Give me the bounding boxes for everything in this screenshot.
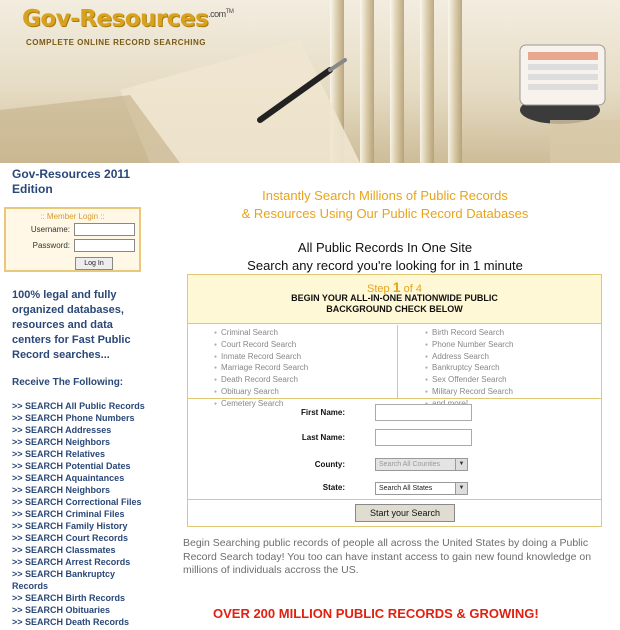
search-link[interactable]: >> SEARCH Correctional Files xyxy=(12,497,142,507)
logo-tm: TM xyxy=(225,9,234,16)
list-item: ● Address Search xyxy=(425,352,513,364)
check-line-2: BACKGROUND CHECK BELOW xyxy=(326,304,463,314)
chevron-down-icon: ▼ xyxy=(455,459,467,470)
start-search-button[interactable]: Start your Search xyxy=(355,504,455,522)
search-link[interactable]: >> SEARCH Birth Records xyxy=(12,593,126,603)
list-item: ● Military Record Search xyxy=(425,387,513,399)
county-select-value: Search All Counties xyxy=(379,461,441,468)
search-link[interactable]: >> SEARCH Court Records xyxy=(12,533,129,543)
password-input[interactable] xyxy=(74,239,135,252)
list-item: ● Phone Number Search xyxy=(425,340,513,352)
password-label: Password: xyxy=(32,241,70,250)
county-label: County: xyxy=(314,460,345,469)
list-item: ● Death Record Search xyxy=(214,375,308,387)
search-link[interactable]: >> SEARCH Obituaries xyxy=(12,605,111,615)
search-link[interactable]: >> SEARCH Criminal Files xyxy=(12,509,125,519)
county-select[interactable] xyxy=(375,458,468,471)
column-divider xyxy=(397,325,398,398)
intro-paragraph: Begin Searching public records of people all across the United States by doing a Public Record Search today! You too can have instant access to gain new found knowledge on millions of individuals accross the US. xyxy=(183,537,592,576)
list-item: ● Bankruptcy Search xyxy=(425,363,513,375)
search-link[interactable]: Records xyxy=(12,581,49,591)
search-link[interactable]: >> SEARCH Neighbors xyxy=(12,437,111,447)
step-number: 1 xyxy=(392,279,401,295)
first-name-input[interactable] xyxy=(375,404,472,421)
state-label: State: xyxy=(322,483,345,492)
edition-title: Gov-Resources 2011 Edition xyxy=(12,167,131,196)
site-tagline: COMPLETE ONLINE RECORD SEARCHING xyxy=(26,38,207,47)
subheading-1: All Public Records In One Site xyxy=(297,240,473,255)
list-item: ● Birth Record Search xyxy=(425,328,513,340)
step-suffix: of 4 xyxy=(403,283,422,295)
list-item: ● Court Record Search xyxy=(214,340,308,352)
chevron-down-icon: ▼ xyxy=(455,483,467,494)
receive-heading: Receive The Following: xyxy=(12,377,124,388)
first-name-label: First Name: xyxy=(300,408,345,417)
search-link[interactable]: >> SEARCH Relatives xyxy=(12,449,106,459)
state-select[interactable] xyxy=(375,482,468,495)
search-link[interactable]: >> SEARCH Arrest Records xyxy=(12,557,131,567)
search-links-list xyxy=(12,400,150,628)
headline-1: Instantly Search Millions of Public Records xyxy=(262,188,508,203)
list-item: ● Inmate Record Search xyxy=(214,352,308,364)
submit-divider xyxy=(188,499,601,500)
subheading-2: Search any record you're looking for in 1 minute xyxy=(247,258,523,273)
list-item: ● Obituary Search xyxy=(214,387,308,399)
list-item: ● Cemetery Search xyxy=(214,399,308,411)
search-link[interactable]: >> SEARCH All Public Records xyxy=(12,401,145,411)
search-form xyxy=(187,274,602,527)
step-prefix: Step xyxy=(367,283,390,295)
login-button[interactable]: Log In xyxy=(75,257,113,270)
logo-domain: .com xyxy=(208,9,226,20)
site-logo[interactable] xyxy=(22,6,233,32)
username-label: Username: xyxy=(30,225,70,234)
last-name-input[interactable] xyxy=(375,429,472,446)
legal-text: 100% legal and fully organized databases, resources and data centers for Fast Public Record searches... xyxy=(12,289,131,361)
records-tagline: OVER 200 MILLION PUBLIC RECORDS & GROWING! xyxy=(213,606,539,621)
list-item: ● Sex Offender Search xyxy=(425,375,513,387)
search-link[interactable]: >> SEARCH Neighbors xyxy=(12,485,111,495)
state-select-value: Search All States xyxy=(379,485,433,492)
form-header xyxy=(188,275,601,324)
sidebar xyxy=(0,163,150,630)
search-link[interactable]: >> SEARCH Family History xyxy=(12,521,128,531)
header-banner xyxy=(0,0,620,163)
search-link[interactable]: >> SEARCH Aquaintances xyxy=(12,473,125,483)
search-link[interactable]: >> SEARCH Phone Numbers xyxy=(12,413,135,423)
headline-2: & Resources Using Our Public Record Databases xyxy=(241,206,529,221)
check-line-1: BEGIN YOUR ALL-IN-ONE NATIONWIDE PUBLIC xyxy=(291,293,498,303)
search-link[interactable]: >> SEARCH Addresses xyxy=(12,425,112,435)
check-heading xyxy=(188,293,601,315)
member-login-box xyxy=(4,207,141,272)
list-item: ● Criminal Search xyxy=(214,328,308,340)
logo-text: Gov-Resources xyxy=(22,6,209,32)
list-item: ● Marriage Record Search xyxy=(214,363,308,375)
username-input[interactable] xyxy=(74,223,135,236)
search-link[interactable]: >> SEARCH Bankruptcy xyxy=(12,569,116,579)
login-header: :: Member Login :: xyxy=(40,212,105,221)
form-divider xyxy=(188,398,601,399)
search-link[interactable]: >> SEARCH Potential Dates xyxy=(12,461,131,471)
last-name-label: Last Name: xyxy=(301,433,345,442)
search-link[interactable]: >> SEARCH Classmates xyxy=(12,545,116,555)
search-link[interactable]: >> SEARCH Death Records xyxy=(12,617,130,627)
main-content xyxy=(150,163,620,630)
